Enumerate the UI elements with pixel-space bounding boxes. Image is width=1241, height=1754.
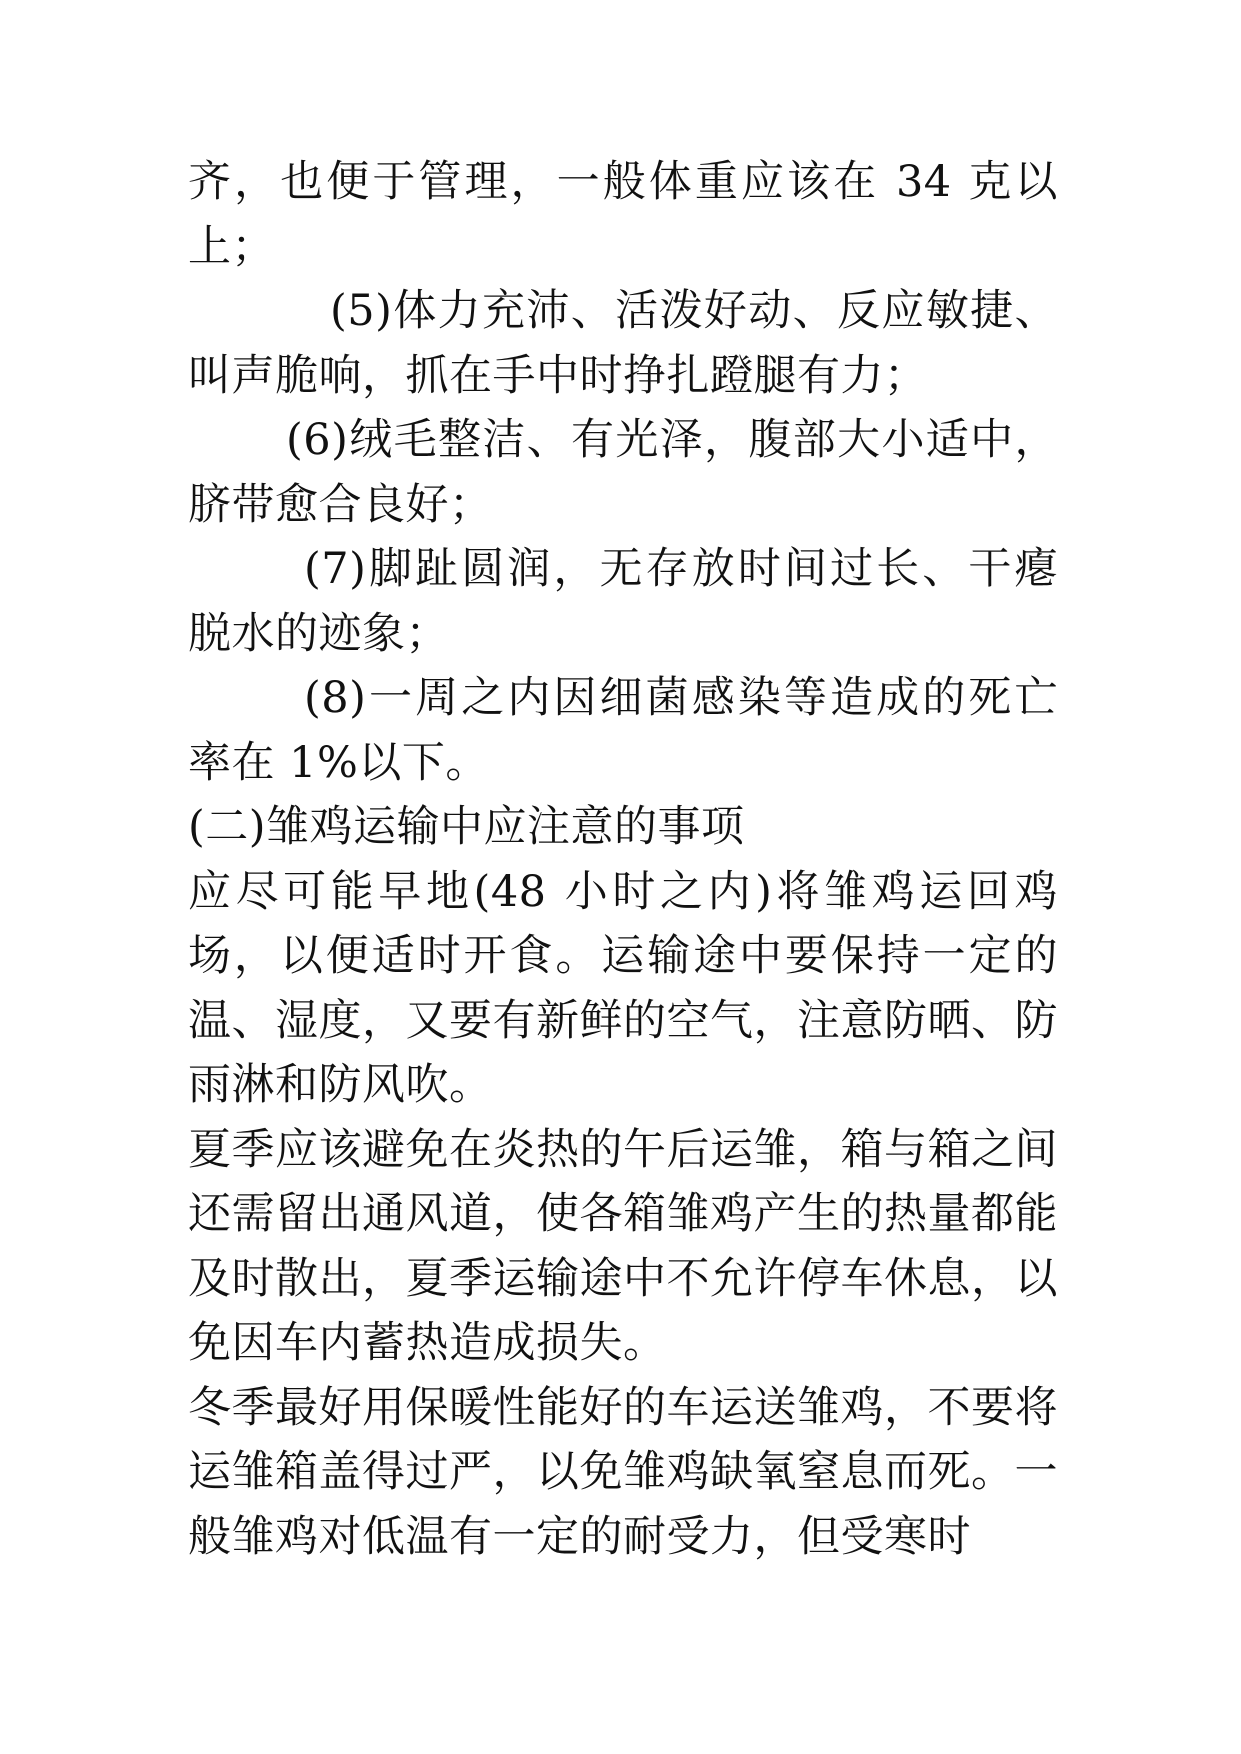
paragraph-transport-timing: 应尽可能早地(48 小时之内)将雏鸡运回鸡场，以便适时开食。运输途中要保持一定的温、湿度，又要有新鲜的空气，注意防晒、防雨淋和防风吹。 [188, 866, 1058, 1110]
paragraph-summer-transport: 夏季应该避免在炎热的午后运雏，箱与箱之间还需留出通风道，使各箱雏鸡产生的热量都能及时散出，夏季运输途中不允许停车休息，以免因车内蓄热造成损失。 [188, 1124, 1058, 1368]
paragraph-item-8: (8)一周之内因细菌感染等造成的死亡率在 1%以下。 [188, 673, 1058, 788]
section-heading: (二)雏鸡运输中应注意的事项 [188, 802, 745, 852]
paragraph-item-7: (7)脚趾圆润，无存放时间过长、干瘪脱水的迹象； [188, 544, 1058, 659]
paragraph-continuation: 齐，也便于管理，一般体重应该在 34 克以上； [188, 157, 1058, 272]
paragraph-winter-transport: 冬季最好用保暖性能好的车运送雏鸡，不要将运雏箱盖得过严，以免雏鸡缺氧窒息而死。一般雏鸡对低温有一定的耐受力，但受寒时 [188, 1382, 1058, 1562]
paragraph-item-5: (5)体力充沛、活泼好动、反应敏捷、叫声脆响，抓在手中时挣扎蹬腿有力； [188, 286, 1058, 401]
document-body [188, 150, 1058, 1569]
paragraph-item-6: (6)绒毛整洁、有光泽，腹部大小适中，脐带愈合良好； [188, 415, 1058, 530]
